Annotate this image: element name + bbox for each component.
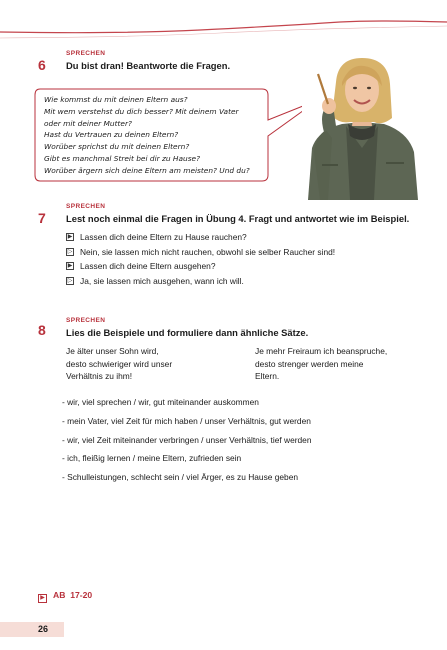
exercise-number: 8: [38, 322, 46, 338]
example-line: Eltern.: [255, 371, 280, 382]
dialogue-text: Nein, sie lassen mich nicht rauchen, obwohl sie selber Raucher sind!: [80, 246, 336, 257]
speech-bubble: [34, 88, 320, 184]
exercise-number: 7: [38, 210, 46, 226]
dialogue-item: [66, 231, 335, 246]
prompt-list: [62, 396, 312, 490]
prompt-item: - wir, viel sprechen / wir, gut miteinander auskommen: [62, 397, 259, 407]
exercise-category: SPRECHEN: [66, 50, 106, 57]
dialogue-item: [66, 260, 335, 275]
dialogue-text: Lassen dich deine Eltern zu Hause rauchen?: [80, 232, 247, 242]
question-line: Hast du Vertrauen zu deinen Eltern?: [44, 130, 179, 140]
example-line: desto strenger werden meine: [255, 358, 364, 369]
example-left: [66, 345, 172, 383]
question-line: Wie kommst du mit deinen Eltern aus?: [44, 95, 188, 104]
woman-photo: [302, 52, 420, 200]
page-number-bar: [0, 622, 64, 637]
exercise-number: 6: [38, 57, 46, 73]
dialogue-text: Ja, sie lassen mich ausgehen, wann ich will.: [80, 275, 244, 286]
exercise-category: SPRECHEN: [66, 317, 106, 324]
arrow-box-icon: ▷: [67, 277, 73, 284]
dialogue-list: [66, 231, 335, 289]
example-line: desto schwieriger wird unser: [66, 358, 173, 369]
prompt-item: - wir, viel Zeit miteinander verbringen / unser Verhältnis, tief werden: [62, 434, 312, 445]
example-line: Verhältnis zu ihm!: [66, 371, 133, 382]
question-line: Worüber ärgern sich deine Eltern am meisten? Und du?: [44, 165, 250, 175]
question-line: Gibt es manchmal Streit bei dir zu Hause?: [44, 153, 201, 163]
arrow-box-icon: ▶: [38, 594, 47, 603]
workbook-pages: 17-20: [70, 590, 93, 600]
prompt-item: - ich, fleißig lernen / meine Eltern, zufrieden sein: [62, 453, 242, 464]
workbook-reference: [38, 590, 92, 603]
example-line: Je älter unser Sohn wird,: [66, 346, 159, 356]
prompt-item: - mein Vater, viel Zeit für mich haben / unser Verhältnis, gut werden: [62, 415, 311, 426]
arrow-box-icon: ▶: [67, 263, 73, 269]
header-decoration-line: [0, 0, 447, 40]
prompt-item: - Schulleistungen, schlecht sein / viel Ärger, es zu Hause geben: [62, 472, 299, 483]
question-line: oder mit deiner Mutter?: [44, 118, 132, 128]
example-right: [255, 345, 387, 383]
dialogue-text: Lassen dich deine Eltern ausgehen?: [80, 261, 216, 271]
arrow-box-icon: ▶: [67, 234, 73, 240]
exercise-title: Lest noch einmal die Fragen in Übung 4. Fragt und antwortet wie im Beispiel.: [66, 213, 410, 224]
workbook-label: AB: [53, 590, 66, 600]
exercise-category: SPRECHEN: [66, 203, 106, 210]
arrow-box-icon: ▷: [67, 248, 73, 255]
page-number: 26: [38, 624, 49, 634]
question-line: Worüber sprichst du mit deinen Eltern?: [44, 142, 190, 152]
question-list: [44, 94, 274, 177]
exercise-title: Du bist dran! Beantworte die Fragen.: [66, 60, 231, 71]
dialogue-item: [66, 246, 335, 261]
dialogue-item: [66, 275, 335, 290]
example-line: Je mehr Freiraum ich beanspruche,: [255, 346, 388, 356]
question-line: Mit wem verstehst du dich besser? Mit deinem Vater: [44, 106, 239, 116]
exercise-title: Lies die Beispiele und formuliere dann ähnliche Sätze.: [66, 327, 309, 338]
